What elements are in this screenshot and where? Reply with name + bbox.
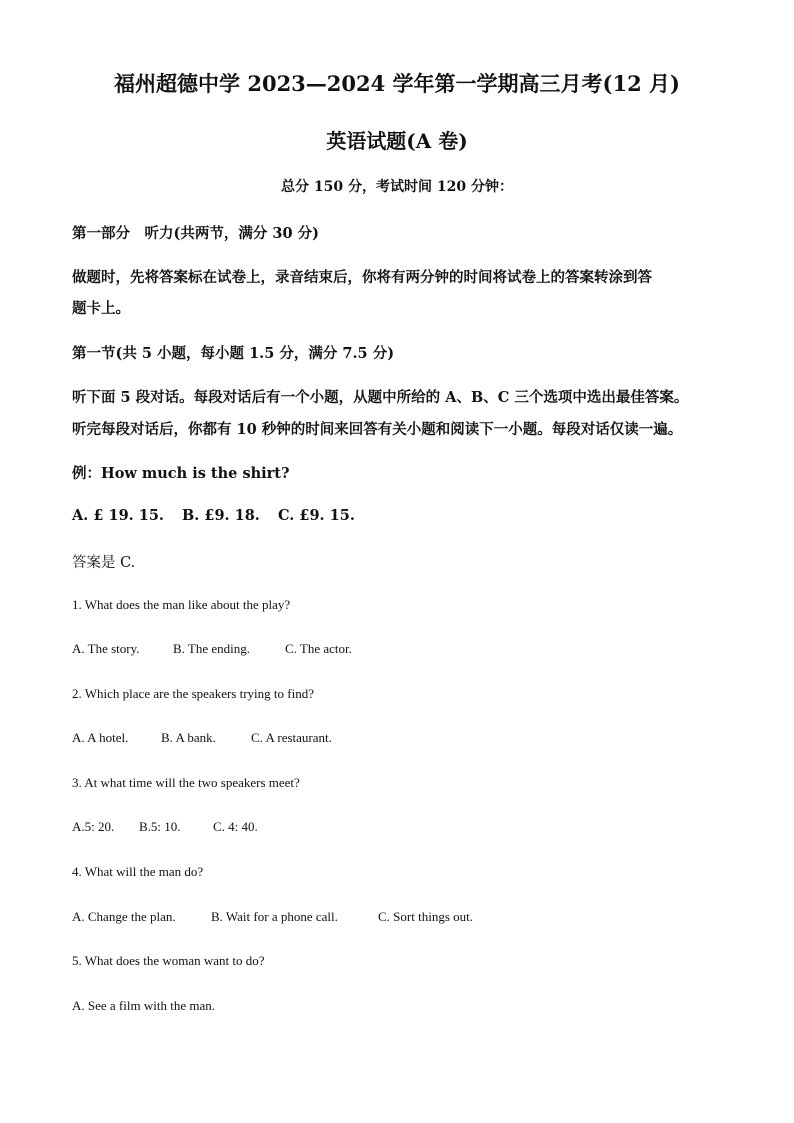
question-3-option-c: C. 4: 40. (213, 819, 258, 834)
question-4-option-a: A. Change the plan. (72, 909, 176, 924)
question-3: 3. At what time will the two speakers meet? (72, 775, 300, 790)
question-4: 4. What will the man do? (72, 864, 204, 879)
example-option-c: C. £9. 15. (278, 507, 355, 524)
part1-instruction-line2: 题卡上。 (72, 300, 130, 317)
example-option-b: B. £9. 18. (182, 507, 260, 524)
question-1-option-b: B. The ending. (173, 641, 251, 656)
example-answer: 答案是 C. (72, 555, 136, 571)
question-4-option-c: C. Sort things out. (378, 909, 473, 924)
example-option-a: A. £ 19. 15. (72, 507, 164, 524)
question-5-options (72, 998, 215, 1014)
question-2-option-c: C. A restaurant. (251, 730, 332, 745)
question-5-option-a: A. See a film with the man. (72, 998, 215, 1013)
question-3-option-a: A.5: 20. (72, 819, 115, 834)
question-1: 1. What does the man like about the play? (72, 597, 291, 612)
exam-subtitle: 英语试题(A 卷) (326, 129, 468, 153)
question-1-option-a: A. The story. (72, 641, 140, 656)
exam-title: 福州超德中学 2023—2024 学年第一学期高三月考(12 月) (114, 71, 680, 96)
question-2-option-a: A. A hotel. (72, 730, 129, 745)
question-1-options (72, 641, 352, 657)
question-5: 5. What does the woman want to do? (72, 953, 265, 968)
question-3-options (72, 819, 258, 835)
part1-heading: 第一部分 听力(共两节，满分 30 分) (72, 225, 319, 242)
example-options (72, 507, 355, 524)
part1-instruction-line1: 做题时，先将答案标在试卷上，录音结束后，你将有两分钟的时间将试卷上的答案转涂到答 (72, 269, 652, 286)
question-4-options (72, 909, 473, 925)
question-2-options (72, 730, 332, 746)
score-info: 总分 150 分，考试时间 120 分钟： (281, 179, 513, 195)
question-2-option-b: B. A bank. (161, 730, 216, 745)
question-3-option-b: B.5: 10. (139, 819, 181, 834)
question-2: 2. Which place are the speakers trying to find? (72, 686, 314, 701)
section1-heading: 第一节(共 5 小题，每小题 1.5 分，满分 7.5 分) (72, 345, 395, 362)
question-4-option-b: B. Wait for a phone call. (211, 909, 338, 924)
example-question: 例：How much is the shirt? (72, 465, 290, 482)
section1-instruction-line2: 听完每段对话后，你都有 10 秒钟的时间来回答有关小题和阅读下一小题。每段对话仅读一遍。 (72, 421, 683, 438)
question-1-option-c: C. The actor. (285, 641, 352, 656)
section1-instruction-line1: 听下面 5 段对话。每段对话后有一个小题，从题中所给的 A、B、C 三个选项中选出最佳答案。 (72, 389, 689, 406)
